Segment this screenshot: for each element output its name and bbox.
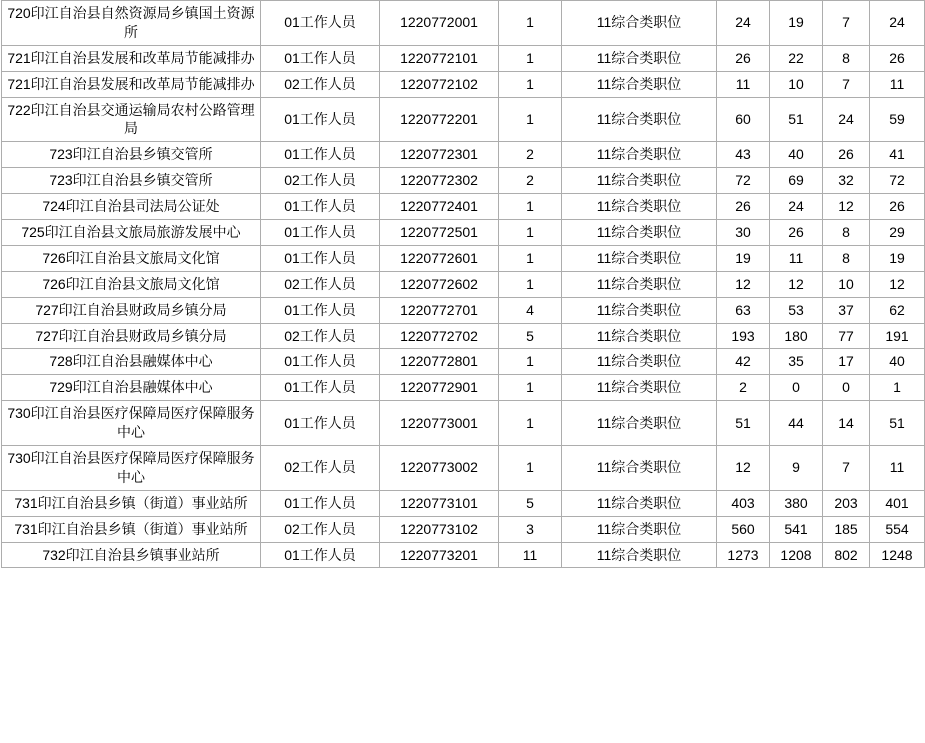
cell-post-kind: 01工作人员 <box>261 245 380 271</box>
table-row <box>2 220 925 246</box>
cell-post-code: 1220772302 <box>380 168 499 194</box>
cell-num-2: 51 <box>770 97 823 142</box>
cell-post-category: 11综合类职位 <box>562 490 717 516</box>
cell-post-kind: 01工作人员 <box>261 375 380 401</box>
cell-unit-name: 722印江自治县交通运输局农村公路管理局 <box>2 97 261 142</box>
cell-num-1: 19 <box>717 245 770 271</box>
cell-num-1: 43 <box>717 142 770 168</box>
cell-post-category: 11综合类职位 <box>562 71 717 97</box>
cell-post-category: 11综合类职位 <box>562 401 717 446</box>
cell-num-3: 24 <box>823 97 870 142</box>
cell-post-code: 1220773201 <box>380 542 499 568</box>
cell-post-kind: 01工作人员 <box>261 401 380 446</box>
cell-post-code: 1220772401 <box>380 194 499 220</box>
cell-num-4: 12 <box>870 271 925 297</box>
cell-post-code: 1220772601 <box>380 245 499 271</box>
cell-post-category: 11综合类职位 <box>562 271 717 297</box>
table-row <box>2 1 925 46</box>
cell-recruit-count: 1 <box>499 194 562 220</box>
cell-post-kind: 02工作人员 <box>261 71 380 97</box>
table-row <box>2 446 925 491</box>
cell-num-4: 24 <box>870 1 925 46</box>
cell-post-category: 11综合类职位 <box>562 375 717 401</box>
cell-num-1: 26 <box>717 194 770 220</box>
cell-num-2: 11 <box>770 245 823 271</box>
cell-num-3: 32 <box>823 168 870 194</box>
cell-unit-name: 727印江自治县财政局乡镇分局 <box>2 297 261 323</box>
cell-num-1: 24 <box>717 1 770 46</box>
cell-num-1: 60 <box>717 97 770 142</box>
table-row <box>2 45 925 71</box>
cell-unit-name: 729印江自治县融媒体中心 <box>2 375 261 401</box>
cell-num-4: 11 <box>870 446 925 491</box>
cell-recruit-count: 1 <box>499 45 562 71</box>
table-body <box>2 1 925 568</box>
cell-num-3: 8 <box>823 220 870 246</box>
cell-num-2: 10 <box>770 71 823 97</box>
cell-post-category: 11综合类职位 <box>562 323 717 349</box>
cell-post-kind: 01工作人员 <box>261 194 380 220</box>
cell-num-2: 19 <box>770 1 823 46</box>
table-row <box>2 168 925 194</box>
cell-post-code: 1220772701 <box>380 297 499 323</box>
cell-unit-name: 731印江自治县乡镇（街道）事业站所 <box>2 516 261 542</box>
cell-post-category: 11综合类职位 <box>562 142 717 168</box>
cell-post-category: 11综合类职位 <box>562 297 717 323</box>
cell-post-code: 1220773002 <box>380 446 499 491</box>
cell-unit-name: 726印江自治县文旅局文化馆 <box>2 271 261 297</box>
cell-post-kind: 01工作人员 <box>261 45 380 71</box>
table-row <box>2 490 925 516</box>
cell-unit-name: 725印江自治县文旅局旅游发展中心 <box>2 220 261 246</box>
cell-num-2: 12 <box>770 271 823 297</box>
cell-num-3: 26 <box>823 142 870 168</box>
cell-num-4: 59 <box>870 97 925 142</box>
cell-num-2: 24 <box>770 194 823 220</box>
cell-recruit-count: 2 <box>499 168 562 194</box>
cell-post-code: 1220772301 <box>380 142 499 168</box>
cell-unit-name: 730印江自治县医疗保障局医疗保障服务中心 <box>2 446 261 491</box>
cell-recruit-count: 1 <box>499 446 562 491</box>
cell-unit-name: 727印江自治县财政局乡镇分局 <box>2 323 261 349</box>
cell-post-kind: 01工作人员 <box>261 97 380 142</box>
cell-post-code: 1220772602 <box>380 271 499 297</box>
cell-post-kind: 01工作人员 <box>261 142 380 168</box>
cell-num-1: 51 <box>717 401 770 446</box>
cell-post-category: 11综合类职位 <box>562 194 717 220</box>
cell-post-category: 11综合类职位 <box>562 220 717 246</box>
cell-post-kind: 02工作人员 <box>261 323 380 349</box>
cell-unit-name: 731印江自治县乡镇（街道）事业站所 <box>2 490 261 516</box>
cell-num-3: 185 <box>823 516 870 542</box>
cell-post-code: 1220773102 <box>380 516 499 542</box>
cell-num-2: 40 <box>770 142 823 168</box>
cell-num-3: 802 <box>823 542 870 568</box>
cell-post-kind: 01工作人员 <box>261 542 380 568</box>
cell-post-code: 1220772001 <box>380 1 499 46</box>
cell-num-3: 37 <box>823 297 870 323</box>
cell-num-3: 7 <box>823 446 870 491</box>
cell-post-code: 1220772901 <box>380 375 499 401</box>
cell-num-1: 63 <box>717 297 770 323</box>
recruitment-table <box>1 0 925 568</box>
cell-recruit-count: 2 <box>499 142 562 168</box>
cell-num-4: 26 <box>870 194 925 220</box>
table-row <box>2 349 925 375</box>
cell-post-kind: 02工作人员 <box>261 446 380 491</box>
table-row <box>2 194 925 220</box>
cell-num-4: 11 <box>870 71 925 97</box>
table-row <box>2 516 925 542</box>
cell-unit-name: 721印江自治县发展和改革局节能减排办 <box>2 71 261 97</box>
table-row <box>2 375 925 401</box>
cell-num-2: 9 <box>770 446 823 491</box>
cell-post-code: 1220772102 <box>380 71 499 97</box>
cell-post-kind: 01工作人员 <box>261 220 380 246</box>
cell-unit-name: 732印江自治县乡镇事业站所 <box>2 542 261 568</box>
cell-num-2: 44 <box>770 401 823 446</box>
table-row <box>2 542 925 568</box>
cell-post-category: 11综合类职位 <box>562 349 717 375</box>
cell-recruit-count: 1 <box>499 220 562 246</box>
table-row <box>2 142 925 168</box>
cell-num-1: 403 <box>717 490 770 516</box>
cell-num-2: 22 <box>770 45 823 71</box>
cell-unit-name: 723印江自治县乡镇交管所 <box>2 168 261 194</box>
cell-recruit-count: 1 <box>499 1 562 46</box>
cell-post-code: 1220772702 <box>380 323 499 349</box>
cell-post-kind: 02工作人员 <box>261 168 380 194</box>
cell-recruit-count: 1 <box>499 245 562 271</box>
cell-recruit-count: 3 <box>499 516 562 542</box>
cell-num-2: 26 <box>770 220 823 246</box>
cell-post-code: 1220772101 <box>380 45 499 71</box>
cell-num-1: 560 <box>717 516 770 542</box>
cell-unit-name: 720印江自治县自然资源局乡镇国土资源所 <box>2 1 261 46</box>
cell-num-3: 8 <box>823 45 870 71</box>
cell-num-4: 51 <box>870 401 925 446</box>
table-row <box>2 245 925 271</box>
cell-num-4: 401 <box>870 490 925 516</box>
cell-num-3: 8 <box>823 245 870 271</box>
cell-post-kind: 01工作人员 <box>261 297 380 323</box>
cell-num-2: 0 <box>770 375 823 401</box>
cell-num-1: 42 <box>717 349 770 375</box>
cell-unit-name: 728印江自治县融媒体中心 <box>2 349 261 375</box>
cell-num-2: 1208 <box>770 542 823 568</box>
cell-num-1: 12 <box>717 446 770 491</box>
cell-post-category: 11综合类职位 <box>562 516 717 542</box>
cell-post-code: 1220772801 <box>380 349 499 375</box>
cell-num-2: 380 <box>770 490 823 516</box>
cell-num-2: 69 <box>770 168 823 194</box>
cell-unit-name: 723印江自治县乡镇交管所 <box>2 142 261 168</box>
cell-post-code: 1220773101 <box>380 490 499 516</box>
cell-post-code: 1220773001 <box>380 401 499 446</box>
cell-num-3: 0 <box>823 375 870 401</box>
cell-recruit-count: 1 <box>499 401 562 446</box>
table-row <box>2 271 925 297</box>
cell-post-code: 1220772201 <box>380 97 499 142</box>
cell-num-2: 35 <box>770 349 823 375</box>
cell-recruit-count: 4 <box>499 297 562 323</box>
table-row <box>2 97 925 142</box>
cell-post-kind: 01工作人员 <box>261 349 380 375</box>
cell-num-4: 72 <box>870 168 925 194</box>
cell-post-category: 11综合类职位 <box>562 542 717 568</box>
cell-post-kind: 01工作人员 <box>261 490 380 516</box>
cell-num-3: 10 <box>823 271 870 297</box>
cell-num-1: 11 <box>717 71 770 97</box>
cell-post-category: 11综合类职位 <box>562 245 717 271</box>
table-row <box>2 401 925 446</box>
cell-recruit-count: 1 <box>499 375 562 401</box>
cell-num-1: 12 <box>717 271 770 297</box>
cell-post-kind: 02工作人员 <box>261 271 380 297</box>
cell-num-3: 203 <box>823 490 870 516</box>
cell-num-1: 72 <box>717 168 770 194</box>
cell-num-1: 193 <box>717 323 770 349</box>
cell-num-3: 77 <box>823 323 870 349</box>
cell-post-category: 11综合类职位 <box>562 168 717 194</box>
cell-unit-name: 730印江自治县医疗保障局医疗保障服务中心 <box>2 401 261 446</box>
cell-num-2: 53 <box>770 297 823 323</box>
cell-post-category: 11综合类职位 <box>562 97 717 142</box>
cell-num-1: 2 <box>717 375 770 401</box>
cell-num-4: 554 <box>870 516 925 542</box>
cell-num-4: 29 <box>870 220 925 246</box>
cell-num-3: 7 <box>823 1 870 46</box>
cell-recruit-count: 1 <box>499 271 562 297</box>
cell-num-1: 30 <box>717 220 770 246</box>
cell-num-4: 41 <box>870 142 925 168</box>
cell-recruit-count: 5 <box>499 323 562 349</box>
cell-post-category: 11综合类职位 <box>562 1 717 46</box>
cell-post-category: 11综合类职位 <box>562 446 717 491</box>
table-row <box>2 297 925 323</box>
cell-post-category: 11综合类职位 <box>562 45 717 71</box>
cell-recruit-count: 1 <box>499 97 562 142</box>
table-row <box>2 323 925 349</box>
cell-num-4: 191 <box>870 323 925 349</box>
cell-recruit-count: 5 <box>499 490 562 516</box>
table-row <box>2 71 925 97</box>
cell-num-4: 1248 <box>870 542 925 568</box>
cell-num-1: 26 <box>717 45 770 71</box>
cell-num-4: 19 <box>870 245 925 271</box>
cell-num-2: 541 <box>770 516 823 542</box>
cell-num-1: 1273 <box>717 542 770 568</box>
cell-unit-name: 726印江自治县文旅局文化馆 <box>2 245 261 271</box>
cell-post-kind: 02工作人员 <box>261 516 380 542</box>
cell-post-code: 1220772501 <box>380 220 499 246</box>
cell-num-4: 62 <box>870 297 925 323</box>
cell-recruit-count: 11 <box>499 542 562 568</box>
cell-num-4: 1 <box>870 375 925 401</box>
cell-recruit-count: 1 <box>499 71 562 97</box>
cell-unit-name: 721印江自治县发展和改革局节能减排办 <box>2 45 261 71</box>
cell-num-3: 17 <box>823 349 870 375</box>
cell-num-3: 14 <box>823 401 870 446</box>
cell-num-2: 180 <box>770 323 823 349</box>
cell-post-kind: 01工作人员 <box>261 1 380 46</box>
cell-num-4: 40 <box>870 349 925 375</box>
cell-num-3: 12 <box>823 194 870 220</box>
cell-recruit-count: 1 <box>499 349 562 375</box>
cell-num-4: 26 <box>870 45 925 71</box>
cell-unit-name: 724印江自治县司法局公证处 <box>2 194 261 220</box>
cell-num-3: 7 <box>823 71 870 97</box>
